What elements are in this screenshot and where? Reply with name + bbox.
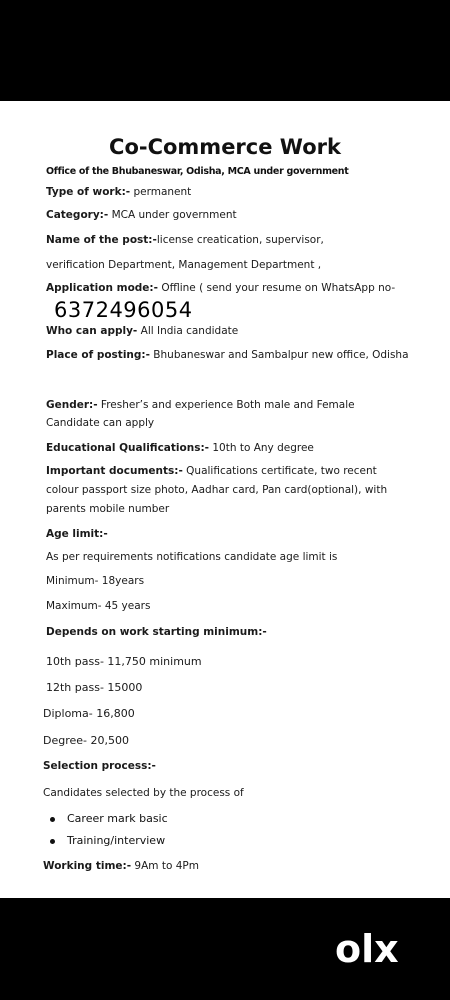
edu-label: Educational Qualifications:- — [46, 442, 210, 454]
gender-value-2: Candidate can apply — [46, 417, 155, 429]
selection-item: Career mark basic — [67, 812, 168, 825]
docs-value-2: colour passport size photo, Aadhar card, Pan card(optional), with — [46, 484, 388, 496]
edu-value: 10th to Any degree — [209, 442, 314, 454]
post-value-2: verification Department, Management Department , — [46, 259, 322, 271]
olx-watermark: olx — [335, 928, 399, 970]
who-value: All India candidate — [137, 325, 239, 337]
page-title: Co-Commerce Work — [109, 135, 341, 159]
list-item — [50, 834, 165, 847]
salary-diploma: Diploma- 16,800 — [43, 707, 135, 720]
post-name — [46, 234, 324, 246]
age-text: As per requirements notifications candidate age limit is — [46, 551, 338, 563]
salary-heading — [46, 626, 267, 638]
phone-number: 6372496054 — [54, 298, 193, 322]
type-value: permanent — [130, 186, 192, 198]
place-of-posting — [46, 349, 409, 361]
who-label: Who can apply- — [46, 325, 138, 337]
post-label: Name of the post:- — [46, 234, 157, 246]
type-of-work — [46, 186, 191, 198]
category-value: MCA under government — [108, 209, 237, 221]
bullet-icon — [50, 839, 55, 844]
place-value: Bhubaneswar and Sambalpur new office, Odisha — [149, 349, 409, 361]
category-label: Category:- — [46, 209, 109, 221]
who-can-apply — [46, 325, 238, 337]
educational-qualifications — [46, 442, 314, 454]
selection-process — [43, 760, 156, 772]
type-label: Type of work:- — [46, 186, 131, 198]
docs-value-1: Qualifications certificate, two recent — [182, 465, 377, 477]
working-value: 9Am to 4Pm — [131, 860, 199, 872]
salary-label: Depends on work starting minimum:- — [46, 626, 267, 638]
place-label: Place of posting:- — [46, 349, 150, 361]
bullet-icon — [50, 817, 55, 822]
age-maximum: Maximum- 45 years — [46, 600, 151, 612]
gender — [46, 399, 355, 411]
working-time — [43, 860, 199, 872]
selection-item: Training/interview — [67, 834, 166, 847]
selection-text: Candidates selected by the process of — [43, 787, 244, 799]
age-limit — [46, 528, 108, 540]
gender-label: Gender:- — [46, 399, 98, 411]
application-mode — [46, 282, 395, 294]
age-minimum: Minimum- 18years — [46, 575, 145, 587]
mode-label: Application mode:- — [46, 282, 158, 294]
age-label: Age limit:- — [46, 528, 108, 540]
salary-degree: Degree- 20,500 — [43, 734, 129, 747]
top-black-bar — [0, 0, 450, 101]
docs-value-3: parents mobile number — [46, 503, 170, 515]
important-documents — [46, 465, 377, 477]
post-value-1: license creatication, supervisor, — [156, 234, 324, 246]
docs-label: Important documents:- — [46, 465, 183, 477]
salary-12th: 12th pass- 15000 — [46, 681, 143, 694]
office-subtitle: Office of the Bhubaneswar, Odisha, MCA under government — [46, 166, 349, 177]
selection-label: Selection process:- — [43, 760, 156, 772]
gender-value-1: Fresher’s and experience Both male and Female — [97, 399, 355, 411]
mode-value: Offline ( send your resume on WhatsApp no- — [157, 282, 396, 294]
list-item — [50, 812, 168, 825]
salary-10th: 10th pass- 11,750 minimum — [46, 655, 202, 668]
working-label: Working time:- — [43, 860, 132, 872]
olx-logo-icon — [335, 928, 415, 970]
category — [46, 209, 237, 221]
